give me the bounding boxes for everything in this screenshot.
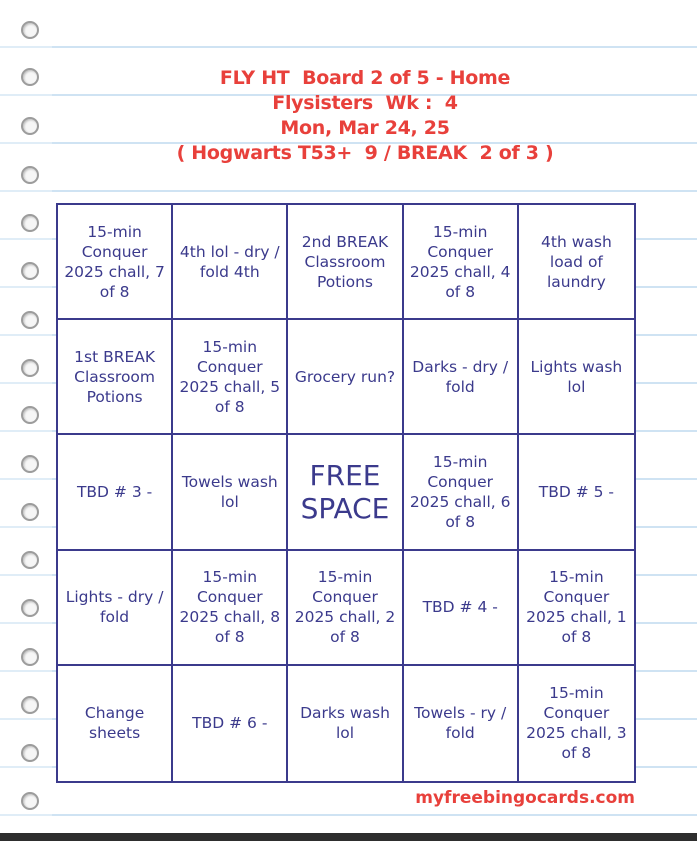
bingo-cell[interactable]: 15-min Conquer 2025 chall, 5 of 8 xyxy=(173,320,288,435)
bingo-cell[interactable]: Lights wash lol xyxy=(519,320,634,435)
binder-hole-icon xyxy=(21,599,39,617)
binder-hole-icon xyxy=(21,117,39,135)
bingo-cell[interactable]: TBD # 3 - xyxy=(58,435,173,550)
board-title xyxy=(100,66,630,166)
bingo-cell[interactable]: 15-min Conquer 2025 chall, 7 of 8 xyxy=(58,205,173,320)
page-bottom-edge xyxy=(0,833,697,841)
bingo-cell[interactable]: TBD # 5 - xyxy=(519,435,634,550)
bingo-cell[interactable]: 15-min Conquer 2025 chall, 6 of 8 xyxy=(404,435,519,550)
binder-hole-icon xyxy=(21,359,39,377)
bingo-cell[interactable]: 15-min Conquer 2025 chall, 4 of 8 xyxy=(404,205,519,320)
bingo-cell[interactable]: 15-min Conquer 2025 chall, 3 of 8 xyxy=(526,684,627,763)
bingo-cell[interactable]: Lights - dry / fold xyxy=(58,551,173,666)
bingo-cell[interactable]: TBD # 6 - xyxy=(173,666,288,781)
bingo-cell[interactable]: Towels - ry / fold xyxy=(404,666,519,781)
bingo-cell[interactable]: Darks - dry / fold xyxy=(404,320,519,435)
free-space-cell[interactable]: FREE SPACE xyxy=(288,435,403,550)
bingo-cell[interactable]: 4th lol - dry / fold 4th xyxy=(173,205,288,320)
bingo-cell[interactable]: Darks wash lol xyxy=(288,666,403,781)
bingo-cell[interactable]: Towels wash lol xyxy=(173,435,288,550)
binder-hole-icon xyxy=(21,311,39,329)
binder-hole-icon xyxy=(21,406,39,424)
bingo-cell[interactable]: 2nd BREAK Classroom Potions xyxy=(288,205,403,320)
title-line: FLY HT Board 2 of 5 - Home xyxy=(219,67,511,89)
bingo-cell[interactable]: 15-min Conquer 2025 chall, 2 of 8 xyxy=(288,551,403,666)
bingo-cell[interactable]: TBD # 4 - xyxy=(404,551,519,666)
binder-hole-icon xyxy=(21,166,39,184)
bingo-cell[interactable]: 4th wash load of laundry xyxy=(519,205,634,320)
binder-hole-icon xyxy=(21,744,39,762)
title-line: Mon, Mar 24, 25 xyxy=(280,117,450,139)
bingo-cell[interactable]: 1st BREAK Classroom Potions xyxy=(58,320,173,435)
bingo-cell[interactable]: Grocery run? xyxy=(288,320,403,435)
binder-hole-icon xyxy=(21,696,39,714)
binder-hole-icon xyxy=(21,648,39,666)
bingo-board xyxy=(56,203,636,783)
bingo-cell[interactable]: Change sheets xyxy=(58,666,173,781)
bingo-cell[interactable]: 15-min Conquer 2025 chall, 8 of 8 xyxy=(173,551,288,666)
binder-hole-icon xyxy=(21,455,39,473)
binder-hole-icon xyxy=(21,68,39,86)
binder-hole-icon xyxy=(21,21,39,39)
site-credit: myfreebingocards.com xyxy=(415,788,635,808)
title-line: ( Hogwarts T53+ 9 / BREAK 2 of 3 ) xyxy=(176,142,554,164)
notebook-margin xyxy=(0,0,52,841)
binder-hole-icon xyxy=(21,214,39,232)
binder-hole-icon xyxy=(21,792,39,810)
binder-hole-icon xyxy=(21,262,39,280)
bingo-cell[interactable]: 15-min Conquer 2025 chall, 1 of 8 xyxy=(519,551,634,666)
binder-hole-icon xyxy=(21,503,39,521)
binder-hole-icon xyxy=(21,551,39,569)
title-line: Flysisters Wk : 4 xyxy=(272,92,458,114)
